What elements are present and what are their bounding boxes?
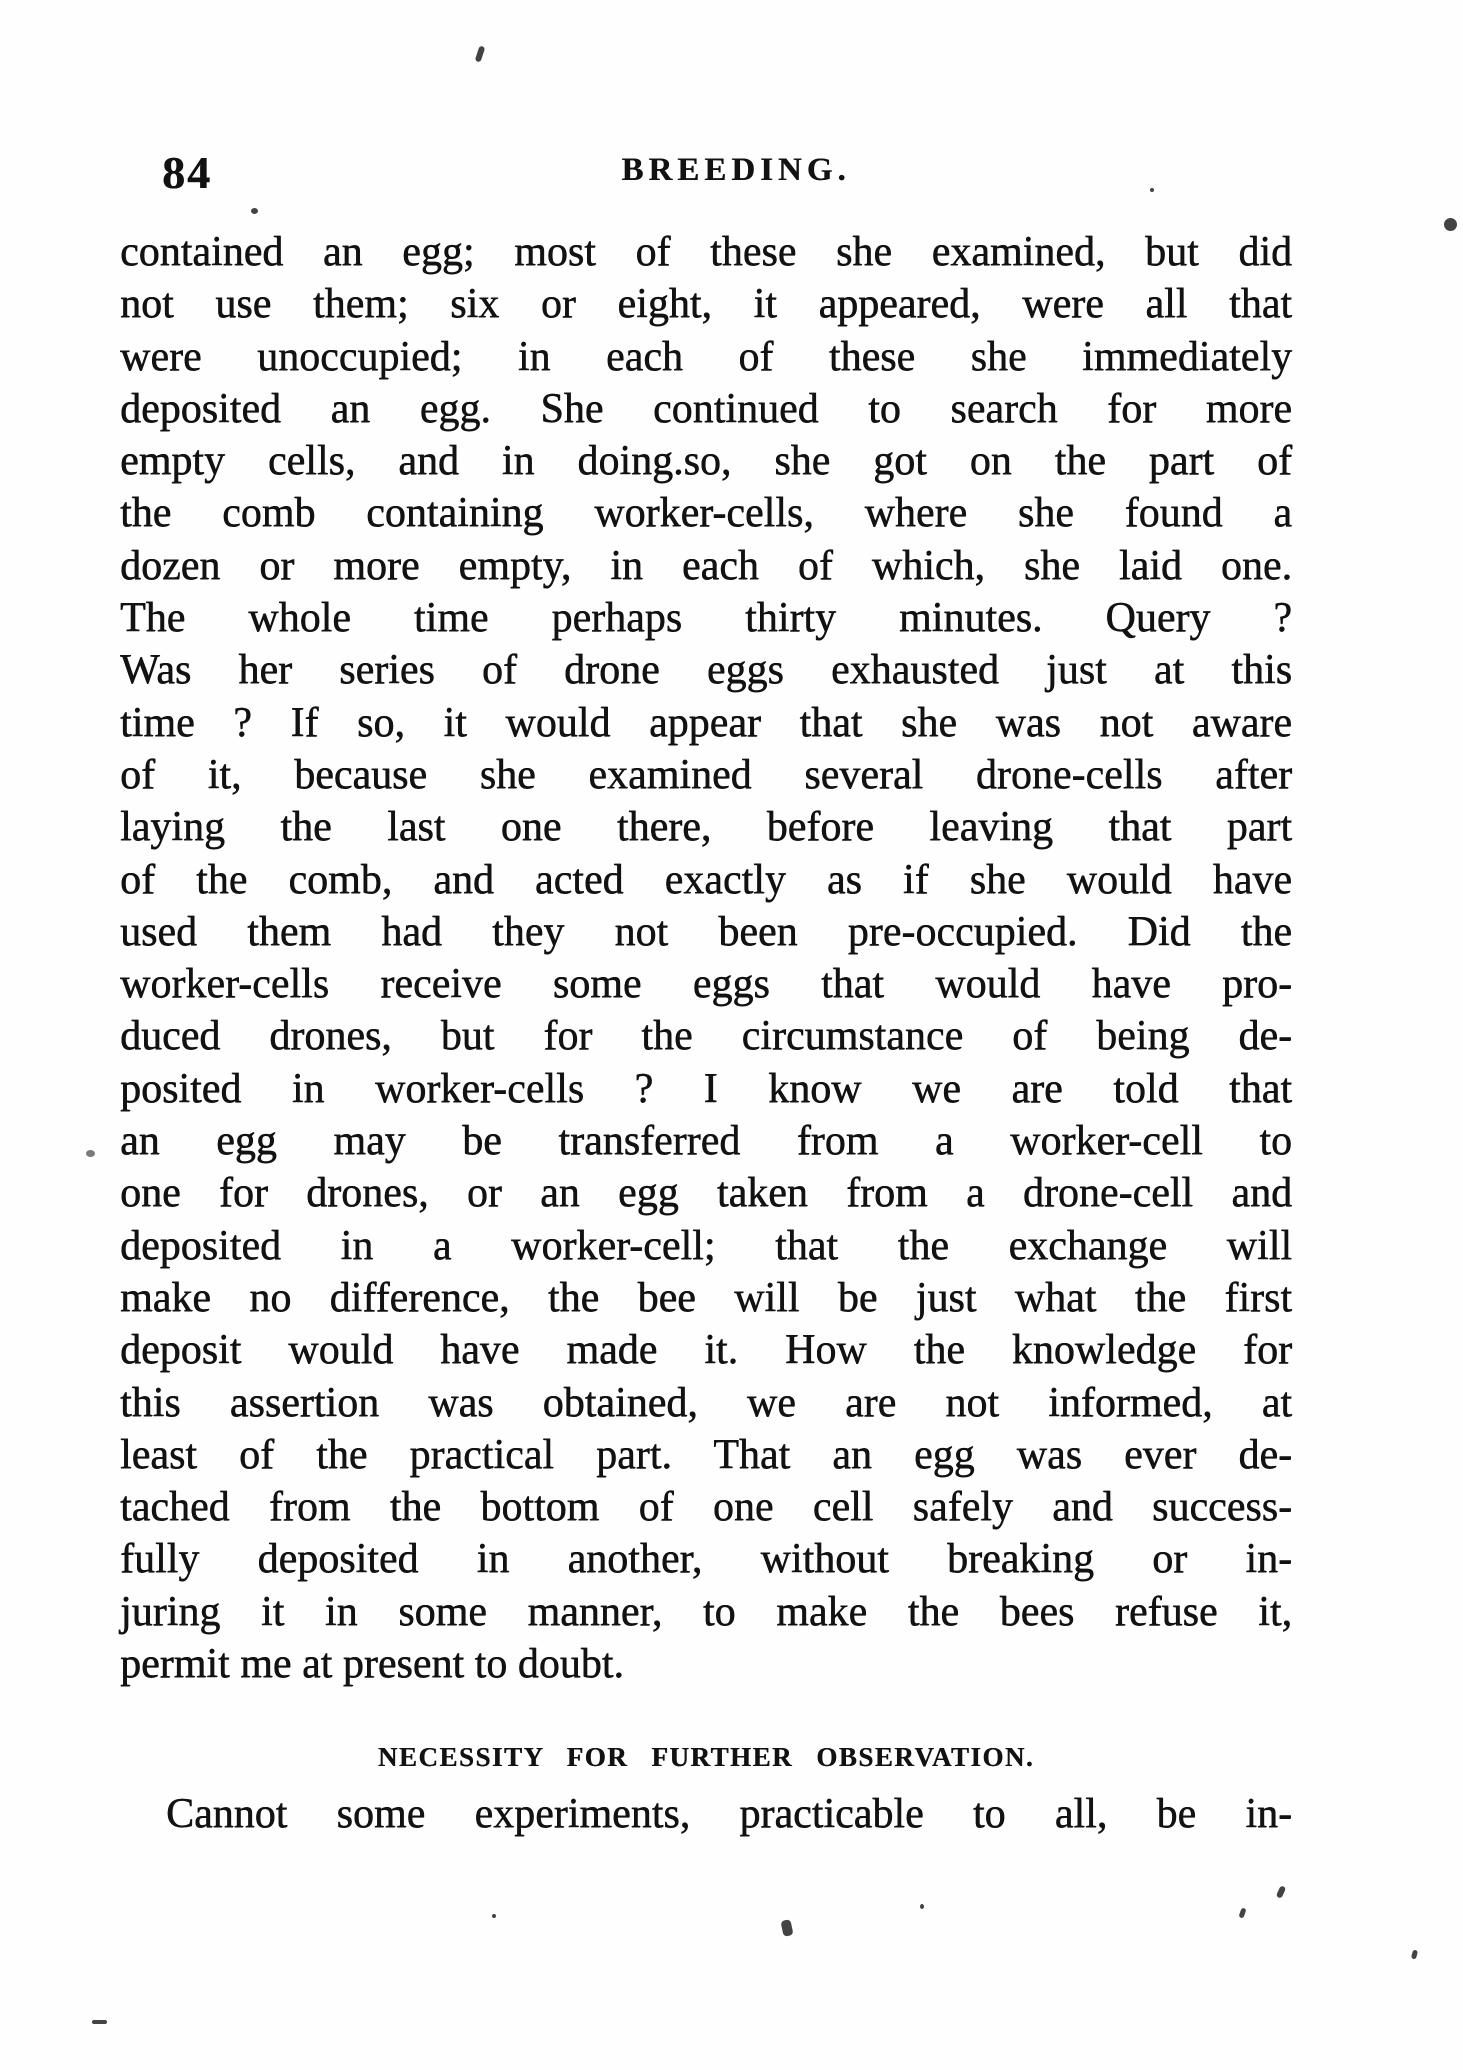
ink-speck [492, 1914, 496, 1918]
next-paragraph-first-line [120, 1788, 1292, 1840]
text-line: used them had they not been pre-occupied. Did the [120, 908, 1292, 955]
text-line: Was her series of drone eggs exhausted just at this [120, 647, 1292, 694]
text-line: the comb containing worker-cells, where she found a [120, 490, 1292, 537]
text-line: posited in worker-cells ? I know we are told that [120, 1065, 1292, 1112]
text-line: deposited an egg. She continued to search for more [120, 385, 1292, 432]
ink-speck [1276, 1885, 1287, 1898]
text-line: The whole time perhaps thirty minutes. Query ? [120, 595, 1292, 642]
text-line: deposited in a worker-cell; that the exchange will [120, 1222, 1292, 1269]
text-line: were unoccupied; in each of these she immediately [120, 333, 1292, 380]
section-heading: NECESSITY FOR FURTHER OBSERVATION. [377, 1742, 1035, 1772]
ink-speck [475, 45, 486, 62]
ink-speck [1411, 1950, 1418, 1960]
ink-speck [1150, 188, 1154, 192]
body-paragraph [120, 226, 1292, 1690]
text-line: this assertion was obtained, we are not informed, at [120, 1379, 1292, 1426]
text-line: Cannot some experiments, practicable to all, be in- [166, 1791, 1292, 1837]
text-line: dozen or more empty, in each of which, she laid one. [120, 542, 1292, 589]
text-line: worker-cells receive some eggs that would have pro- [120, 961, 1292, 1008]
text-line: empty cells, and in doing.so, she got on the part of [120, 438, 1292, 485]
text-line: of it, because she examined several drone-cells after [120, 751, 1292, 798]
text-line: least of the practical part. That an egg was ever de- [120, 1431, 1292, 1478]
ink-speck [1238, 1907, 1246, 1918]
text-line: fully deposited in another, without breaking or in- [120, 1536, 1292, 1583]
ink-speck [92, 2020, 107, 2024]
text-line: of the comb, and acted exactly as if she would have [120, 856, 1292, 903]
text-line: juring it in some manner, to make the bees refuse it, [120, 1588, 1292, 1635]
text-line: duced drones, but for the circumstance of being de- [120, 1013, 1292, 1060]
ink-speck [251, 208, 258, 214]
running-head [120, 146, 1292, 196]
text-line: an egg may be transferred from a worker-cell to [120, 1118, 1292, 1165]
text-line: laying the last one there, before leaving that part [120, 804, 1292, 851]
running-header-title: BREEDING. [621, 152, 851, 188]
text-line: contained an egg; most of these she examined, but did [120, 229, 1292, 275]
ink-speck [86, 1150, 95, 1157]
text-line: make no difference, the bee will be just what the first [120, 1274, 1292, 1321]
ink-speck [1444, 218, 1457, 231]
text-line: deposit would have made it. How the knowledge for [120, 1327, 1292, 1374]
text-line: tached from the bottom of one cell safely and success- [120, 1484, 1292, 1531]
text-line: one for drones, or an egg taken from a drone-cell and [120, 1170, 1292, 1217]
text-line: permit me at present to doubt. [120, 1641, 624, 1688]
ink-speck [780, 1919, 793, 1937]
text-line: not use them; six or eight, it appeared, were all that [120, 281, 1292, 328]
page-number: 84 [162, 147, 212, 198]
ink-speck [920, 1904, 924, 1909]
text-line: time ? If so, it would appear that she was not aware [120, 699, 1292, 746]
